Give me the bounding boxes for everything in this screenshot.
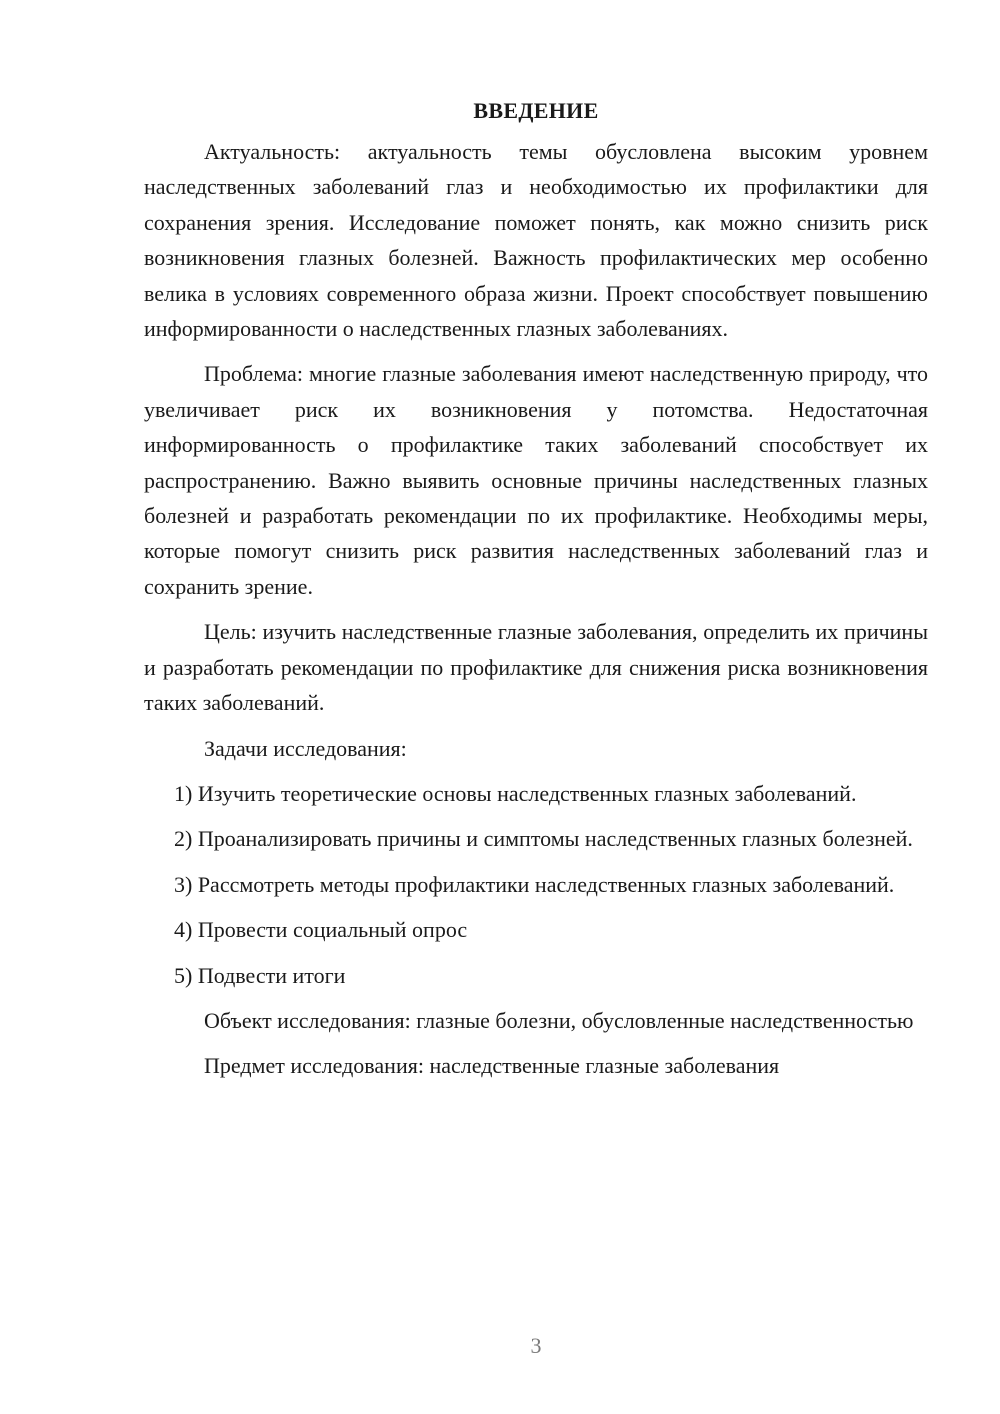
document-page [144, 88, 928, 1084]
relevance-paragraph: Актуальность: актуальность темы обусловлена высоким уровнем наследственных заболеваний глаз и необходимостью их профилактики для сохранения зрения. Исследование поможет понять, как можно снизить риск возникновения глазных болезней. Важность профилактических мер особенно велика в условиях современного образа жизни. Проект способствует повышению информированности о наследственных глазных заболеваниях. [144, 139, 928, 342]
task-item-1: 1) Изучить теоретические основы наследственных глазных заболеваний. [174, 780, 857, 806]
task-item-4: 4) Провести социальный опрос [174, 917, 468, 943]
goal-paragraph: Цель: изучить наследственные глазные заболевания, определить их причины и разработать рекомендации по профилактике для снижения риска возникновения таких заболеваний. [144, 619, 928, 716]
task-item-3: 3) Рассмотреть методы профилактики наследственных глазных заболеваний. [174, 871, 895, 897]
tasks-heading: Задачи исследования: [204, 735, 407, 761]
problem-paragraph: Проблема: многие глазные заболевания имеют наследственную природу, что увеличивает риск их возникновения у потомства. Недостаточная информированность о профилактике таких заболеваний способствует их распространению. Важно выявить основные причины наследственных глазных болезней и разработать рекомендации по их профилактике. Необходимы меры, которые помогут снизить риск развития наследственных заболеваний глаз и сохранить зрение. [144, 361, 928, 599]
research-subject-paragraph: Предмет исследования: наследственные глазные заболевания [204, 1053, 780, 1079]
task-item-2: 2) Проанализировать причины и симптомы наследственных глазных болезней. [174, 826, 913, 852]
task-item-5: 5) Подвести итоги [174, 962, 346, 988]
page-title: ВВЕДЕНИЕ [473, 98, 599, 123]
page-number: 3 [530, 1333, 542, 1358]
research-object-paragraph: Объект исследования: глазные болезни, обусловленные наследственностью [204, 1007, 914, 1033]
